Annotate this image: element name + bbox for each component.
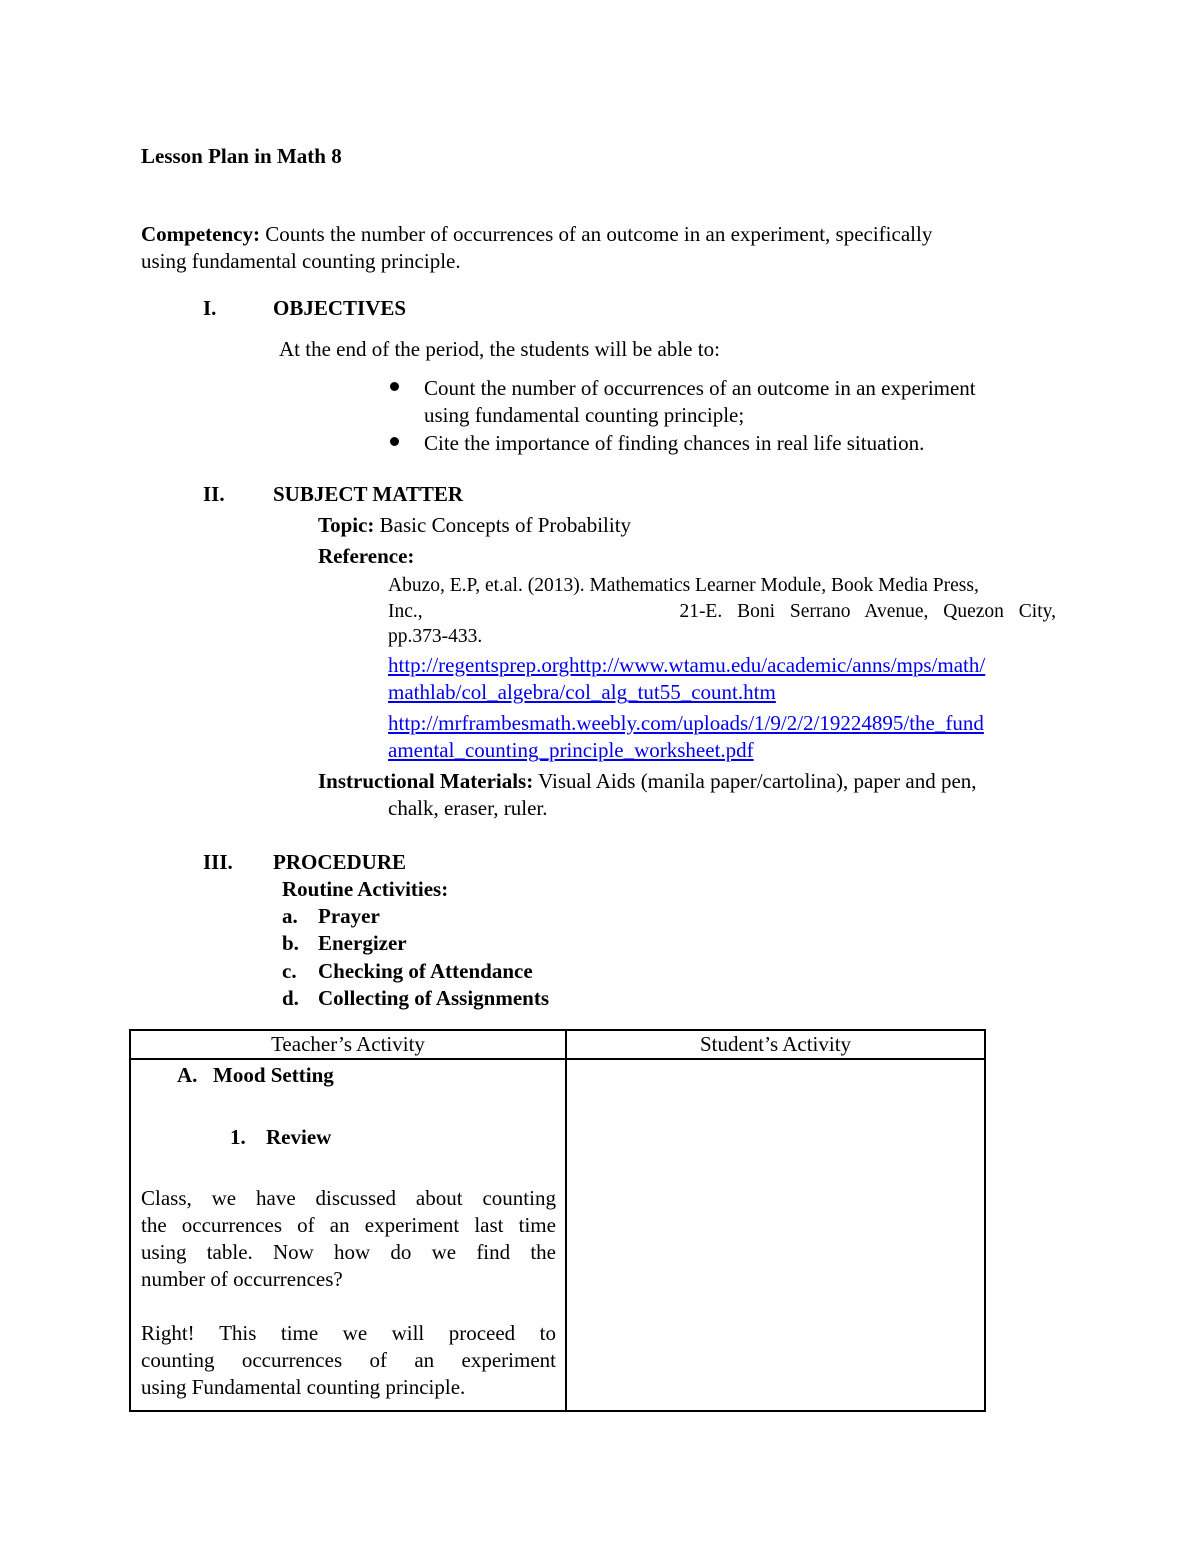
word: of (369, 1348, 387, 1372)
procedure-numeral: III. (203, 850, 233, 874)
materials-label: Instructional Materials: (318, 769, 534, 793)
student-activity-cell (566, 1059, 985, 1411)
word: Right! (141, 1321, 195, 1345)
review-para-2-line-3: using Fundamental counting principle. (141, 1375, 466, 1399)
mood-setting-marker: A. (177, 1063, 198, 1087)
competency-text-2: using fundamental counting principle. (141, 249, 461, 273)
word: Class, (141, 1186, 192, 1210)
routine-item-assignments: Collecting of Assignments (318, 986, 549, 1010)
bullet-icon (390, 382, 399, 391)
objective-item-1-line-1: Count the number of occurrences of an outcome in an experiment (424, 376, 976, 400)
review-para-2-line-2 (141, 1347, 556, 1374)
routine-heading: Routine Activities: (282, 877, 449, 901)
word: we (431, 1240, 457, 1264)
word: do (390, 1240, 412, 1264)
procedure-heading: PROCEDURE (273, 850, 407, 874)
review-para-1-line-3 (141, 1239, 556, 1266)
word: we (342, 1321, 368, 1345)
word: time (518, 1213, 556, 1237)
routine-marker-b: b. (282, 931, 299, 955)
competency-text-1: Counts the number of occurrences of an outcome in an experiment, specifically (265, 222, 933, 246)
word: occurrences (241, 1348, 343, 1372)
activity-table (129, 1029, 986, 1412)
activity-table-header-row (130, 1030, 985, 1059)
word: about (415, 1186, 463, 1210)
reference-link-1-cont[interactable] (388, 679, 776, 706)
word: using (141, 1240, 187, 1264)
reference-link-2-line-1[interactable]: http://mrframbesmath.weebly.com/uploads/1/9/2/2/19224895/the_fund (388, 711, 984, 735)
materials-text-1: Visual Aids (manila paper/cartolina), paper and pen, (538, 769, 977, 793)
activity-table-row (130, 1059, 985, 1411)
word: we (211, 1186, 237, 1210)
competency-line-1 (141, 221, 932, 248)
word: counting (141, 1348, 215, 1372)
word: This (219, 1321, 257, 1345)
topic-label: Topic: (318, 513, 375, 537)
student-activity-header: Student’s Activity (566, 1030, 985, 1059)
topic-row (318, 512, 631, 539)
word: last (474, 1213, 504, 1237)
word: an (329, 1213, 350, 1237)
routine-item-energizer: Energizer (318, 931, 407, 955)
objectives-numeral: I. (203, 296, 217, 320)
routine-marker-c: c. (282, 959, 297, 983)
reference-link-1-line-2[interactable]: mathlab/col_algebra/col_alg_tut55_count.htm (388, 680, 776, 704)
review-para-1-line-2 (141, 1212, 556, 1239)
word: proceed (448, 1321, 516, 1345)
review-para-2-line-1 (141, 1320, 556, 1347)
reference-label: Reference: (318, 544, 415, 568)
word: the (141, 1213, 167, 1237)
review-title: Review (266, 1125, 332, 1149)
routine-marker-d: d. (282, 986, 299, 1010)
objective-item-2-line-1: Cite the importance of finding chances in real life situation. (424, 431, 925, 455)
word: table. (206, 1240, 253, 1264)
reference-link-2-cont[interactable] (388, 737, 754, 764)
word: experiment (461, 1348, 556, 1372)
word: Now (272, 1240, 314, 1264)
word: counting (482, 1186, 556, 1210)
routine-item-prayer: Prayer (318, 904, 380, 928)
page-title: Lesson Plan in Math 8 (141, 144, 342, 168)
word: the (530, 1240, 556, 1264)
word: have (256, 1186, 296, 1210)
topic-value: Basic Concepts of Probability (379, 513, 632, 537)
mood-setting-title: Mood Setting (213, 1063, 334, 1087)
bullet-icon (390, 437, 399, 446)
objectives-intro: At the end of the period, the students will be able to: (279, 337, 720, 361)
word: how (334, 1240, 371, 1264)
objectives-heading: OBJECTIVES (273, 296, 407, 320)
subject-matter-heading: SUBJECT MATTER (273, 482, 464, 506)
word: to (539, 1321, 556, 1345)
reference-line-3: pp.373-433. (388, 626, 483, 647)
word: time (280, 1321, 319, 1345)
subject-matter-numeral: II. (203, 482, 225, 506)
reference-link-2-line-2[interactable]: amental_counting_principle_worksheet.pdf (388, 738, 754, 762)
word: experiment (364, 1213, 460, 1237)
teacher-activity-header: Teacher’s Activity (130, 1030, 566, 1059)
reference-line-2b: 21-E. Boni Serrano Avenue, Quezon City, (679, 601, 1056, 622)
review-marker: 1. (230, 1125, 246, 1149)
word: occurrences (181, 1213, 283, 1237)
word: an (414, 1348, 435, 1372)
competency-label: Competency: (141, 222, 260, 246)
reference-link-1[interactable] (388, 652, 985, 679)
reference-link-2[interactable] (388, 710, 984, 737)
objective-item-1-line-2: using fundamental counting principle; (424, 403, 745, 427)
reference-link-1-line-1[interactable]: http://regentsprep.orghttp://www.wtamu.edu/academic/anns/mps/math/ (388, 653, 986, 677)
word: of (297, 1213, 315, 1237)
routine-marker-a: a. (282, 904, 298, 928)
reference-line-2 (388, 598, 1056, 625)
routine-item-attendance: Checking of Attendance (318, 959, 533, 983)
materials-text-2: chalk, eraser, ruler. (388, 796, 548, 820)
word: find (476, 1240, 511, 1264)
materials-row (318, 768, 977, 795)
review-para-1-line-1 (141, 1185, 556, 1212)
word: will (391, 1321, 425, 1345)
reference-line-1: Abuzo, E.P, et.al. (2013). Mathematics Learner Module, Book Media Press, (388, 575, 979, 596)
teacher-activity-cell (130, 1059, 566, 1411)
review-para-1-line-4: number of occurrences? (141, 1267, 343, 1291)
word: discussed (315, 1186, 397, 1210)
reference-line-2a: Inc., (388, 601, 423, 622)
